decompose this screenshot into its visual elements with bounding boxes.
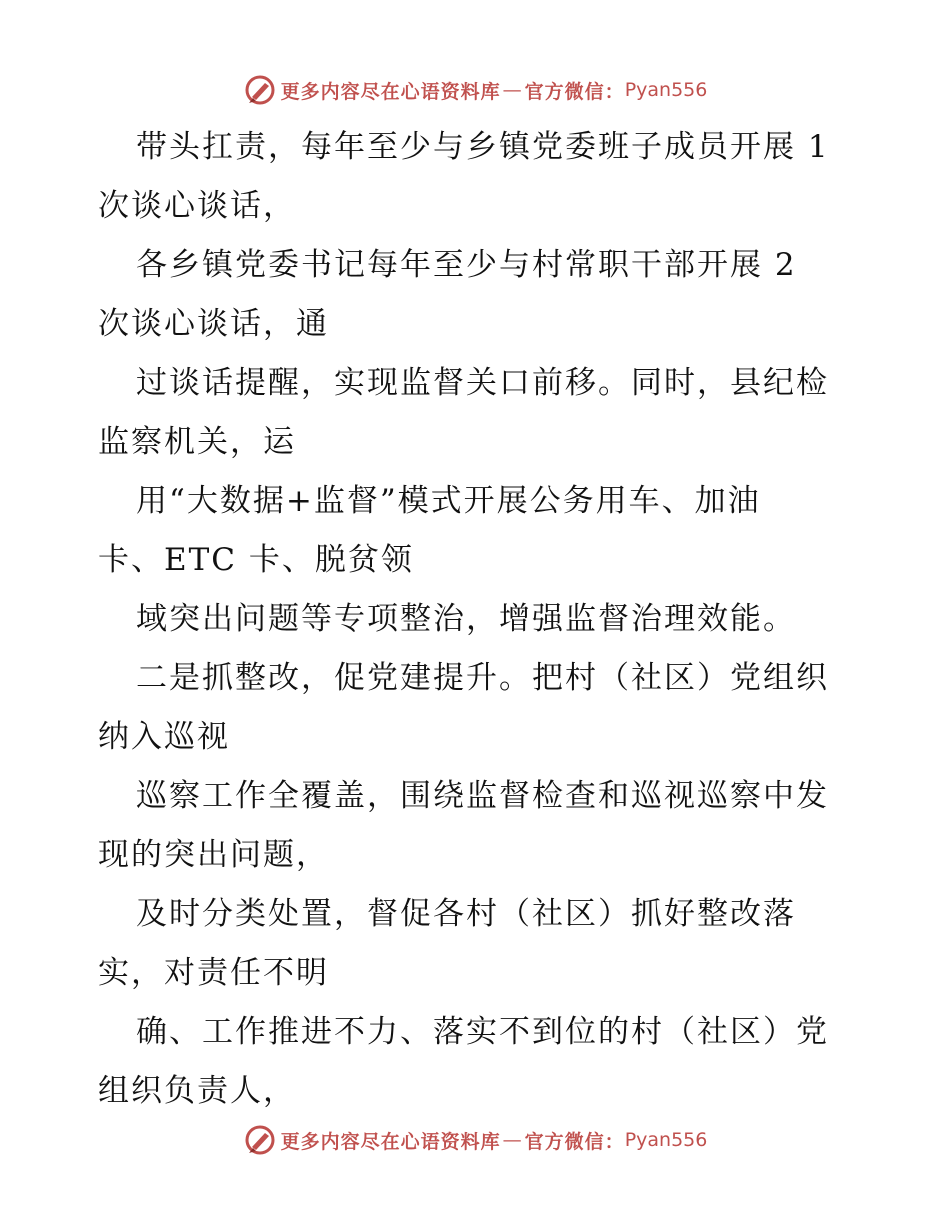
- text-line: 纳入巡视: [98, 719, 230, 755]
- text-line: 用“大数据+监督”模式开展公务用车、加油: [136, 483, 761, 519]
- text-line: 监察机关，运: [98, 424, 296, 460]
- text-line: 次谈心谈话，: [98, 188, 296, 224]
- text-line: 实，对责任不明: [98, 955, 329, 991]
- text-line: 巡察工作全覆盖，围绕监督检查和巡视巡察中发: [136, 778, 829, 814]
- header-banner-title: 更多内容尽在心语资料库: [280, 80, 501, 103]
- footer-banner: [0, 1120, 950, 1160]
- footer-banner-dash: —: [502, 1129, 523, 1151]
- header-banner-dash: —: [502, 79, 523, 101]
- text-line: 过谈话提醒，实现监督关口前移。同时，县纪检: [136, 365, 829, 401]
- text-line: 域突出问题等专项整治，增强监督治理效能。: [136, 601, 796, 637]
- pen-logo-icon: [243, 1123, 277, 1157]
- text-line: 确、工作推进不力、落实不到位的村（社区）党: [136, 1014, 829, 1050]
- header-banner: [0, 70, 950, 110]
- document-body: [98, 118, 868, 1121]
- text-line: 带头扛责，每年至少与乡镇党委班子成员开展 1: [136, 129, 830, 165]
- text-line: 组织负责人，: [98, 1073, 296, 1109]
- text-line: 二是抓整改，促党建提升。把村（社区）党组织: [136, 660, 829, 696]
- pen-logo-icon: [243, 73, 277, 107]
- footer-banner-wechat-label: 官方微信：: [524, 1130, 625, 1153]
- header-banner-wechat-id: Pyan556: [624, 79, 708, 101]
- text-line: 卡、ETC 卡、脱贫领: [98, 542, 414, 578]
- header-banner-wechat-label: 官方微信：: [524, 80, 625, 103]
- text-line: 及时分类处置，督促各村（社区）抓好整改落: [136, 896, 796, 932]
- text-line: 次谈心谈话，通: [98, 306, 329, 342]
- footer-banner-title: 更多内容尽在心语资料库: [280, 1130, 501, 1153]
- text-line: 各乡镇党委书记每年至少与村常职干部开展 2: [136, 247, 797, 283]
- footer-banner-wechat-id: Pyan556: [624, 1129, 708, 1151]
- text-line: 现的突出问题，: [98, 837, 329, 873]
